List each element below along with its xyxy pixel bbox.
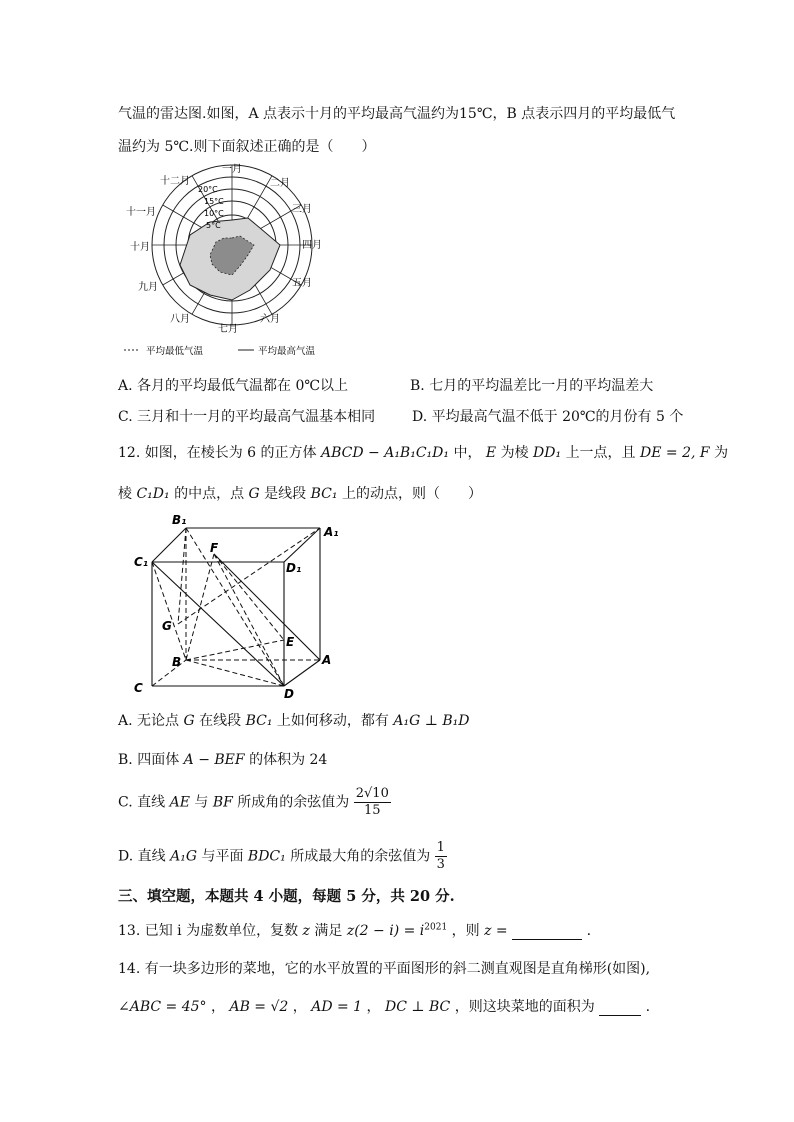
q13-mid2: ，则: [451, 923, 480, 939]
month-label-1: 一月: [222, 164, 242, 175]
q12-l1-mid: 中，: [453, 445, 482, 461]
q12-d-den: 3: [436, 857, 445, 872]
month-label-8: 八月: [170, 314, 190, 325]
q14-c2: AB = √2: [229, 999, 289, 1015]
q14-answer-blank[interactable]: [599, 999, 641, 1016]
q12-line1: [118, 442, 728, 462]
vertex-C: C: [134, 681, 143, 695]
q11-option-b: B. 七月的平均温差比一月的平均温差大: [410, 378, 654, 394]
q13-z: z: [302, 923, 310, 939]
q11-option-d: D. 平均最高气温不低于 20℃的月份有 5 个: [412, 409, 684, 425]
radar-chart: [120, 160, 360, 360]
q12-l1-mid3: 上一点，且: [565, 445, 636, 461]
q14-s1: ，: [211, 999, 225, 1015]
q12-option-a: [118, 710, 469, 730]
q12-line2: [118, 483, 482, 503]
q12-d-fraction: [435, 840, 447, 873]
q12-option-d: [118, 840, 447, 873]
q12-c-mid: 与: [194, 794, 209, 811]
month-label-9: 九月: [138, 282, 158, 293]
q13-end: .: [586, 923, 592, 939]
q12-l2-prefix: 棱: [118, 486, 132, 502]
q12-a-mid2: 上如何移动，都有: [276, 713, 389, 729]
month-label-6: 六月: [260, 314, 280, 325]
q12-option-b: [118, 749, 327, 769]
q12-l1-mid2: 为棱: [500, 445, 529, 461]
month-label-5: 五月: [292, 278, 312, 289]
q12-l1-end: 为: [714, 445, 729, 461]
q11-intro-line2: 温约为 5℃.则下面叙述正确的是（ ）: [118, 139, 376, 155]
q12-l1-cube: ABCD − A₁B₁C₁D₁: [320, 445, 449, 461]
q12-d-num: 1: [436, 840, 445, 855]
q12-l2-mid: 的中点，点: [174, 486, 245, 502]
ring-label-15: 15°C: [204, 197, 224, 206]
q12-l1-prefix: 12. 如图，在棱长为 6 的正方体: [118, 445, 317, 461]
q12-a-BC1: BC₁: [245, 713, 273, 729]
q12-c-num: 2√10: [355, 786, 389, 801]
q12-d-A1G: A₁G: [170, 848, 197, 865]
q14-c4: DC ⊥ BC: [385, 999, 451, 1015]
month-label-12: 十二月: [160, 176, 190, 187]
q12-a-G: G: [183, 713, 195, 729]
q13-prefix: 13. 已知 i 为虚数单位，复数: [118, 923, 299, 939]
q12-l1-eq: DE = 2, F: [640, 445, 710, 461]
vertex-C1: C₁: [134, 555, 149, 569]
q14-line1: 14. 有一块多边形的菜地，它的水平放置的平面图形的斜二测直观图是直角梯形(如图),: [118, 961, 651, 977]
ring-label-10: 10°C: [204, 209, 224, 218]
q13-answer-blank[interactable]: [512, 923, 582, 940]
q11-intro-line1: 气温的雷达图.如图，A 点表示十月的平均最高气温约为15℃，B 点表示四月的平均最低气: [118, 106, 676, 122]
q12-l2-end: 上的动点，则（ ）: [341, 486, 482, 502]
vertex-G: G: [162, 619, 172, 633]
ring-label-20: 20°C: [198, 185, 218, 194]
q13-eq: z(2 − i) = i: [346, 923, 425, 939]
q12-l2-mid2: 是线段: [264, 486, 307, 502]
q13-mid: 满足: [314, 923, 343, 939]
q12-option-c: [118, 786, 391, 819]
q12-c-fraction: [354, 786, 391, 819]
q12-l2-BC1: BC₁: [310, 486, 338, 502]
legend-low-label: 平均最低气温: [146, 346, 204, 357]
vertex-B: B: [172, 655, 182, 669]
q13-z2: z =: [484, 923, 508, 939]
q12-a-prefix: A. 无论点: [118, 713, 180, 729]
q12-a-mid: 在线段: [199, 713, 242, 729]
month-label-7: 七月: [218, 324, 238, 335]
q12-d-mid: 与平面: [201, 848, 244, 865]
q11-option-a: A. 各月的平均最低气温都在 0℃以上: [118, 378, 349, 394]
q12-l1-DD1: DD₁: [533, 445, 562, 461]
q12-c-prefix: C. 直线: [118, 794, 166, 811]
q12-a-rel: A₁G ⊥ B₁D: [393, 713, 470, 729]
q12-c-den: 15: [364, 803, 381, 818]
q14-c3: AD = 1: [311, 999, 363, 1015]
q12-c-mid2: 所成角的余弦值为: [237, 794, 350, 811]
q12-c-AE: AE: [169, 794, 190, 811]
month-label-11: 十一月: [126, 207, 156, 218]
vertex-E: E: [286, 635, 295, 649]
q12-l1-E: E: [485, 445, 497, 461]
vertex-F: F: [210, 541, 219, 555]
vertex-A: A: [322, 653, 332, 667]
q11-option-c: C. 三月和十一月的平均最高气温基本相同: [118, 409, 376, 425]
q14-s3: ，: [366, 999, 381, 1015]
q14-end: .: [645, 999, 651, 1015]
q14-end-text: ，则这块菜地的面积为: [454, 999, 595, 1015]
vertex-B1: B₁: [172, 513, 187, 527]
q12-c-BF: BF: [212, 794, 233, 811]
month-label-10: 十月: [130, 242, 150, 253]
q13-exp: 2021: [424, 922, 448, 933]
q12-b-tet: A − BEF: [183, 752, 245, 768]
cube-figure: [130, 510, 350, 700]
month-label-4: 四月: [302, 240, 322, 251]
q12-b-end: 的体积为 24: [249, 752, 328, 768]
month-label-2: 二月: [270, 178, 290, 189]
month-label-3: 三月: [292, 204, 312, 215]
ring-label-5: 5°C: [206, 221, 221, 230]
q14-line2: [118, 996, 650, 1016]
q13-line: [118, 920, 591, 940]
q12-d-prefix: D. 直线: [118, 848, 166, 865]
vertex-D1: D₁: [286, 561, 302, 575]
legend-high-label: 平均最高气温: [258, 346, 316, 357]
q12-l2-C1D1: C₁D₁: [136, 486, 170, 502]
q12-d-mid2: 所成最大角的余弦值为: [290, 848, 431, 865]
section-3-heading: 三、填空题，本题共 4 小题，每题 5 分，共 20 分.: [118, 888, 455, 905]
q14-c1: ∠ABC = 45°: [118, 999, 207, 1015]
q14-s2: ，: [292, 999, 307, 1015]
q12-b-prefix: B. 四面体: [118, 752, 180, 768]
q12-l2-G: G: [248, 486, 260, 502]
vertex-A1: A₁: [324, 525, 339, 539]
q12-d-plane: BDC₁: [247, 848, 286, 865]
vertex-D: D: [284, 687, 294, 700]
